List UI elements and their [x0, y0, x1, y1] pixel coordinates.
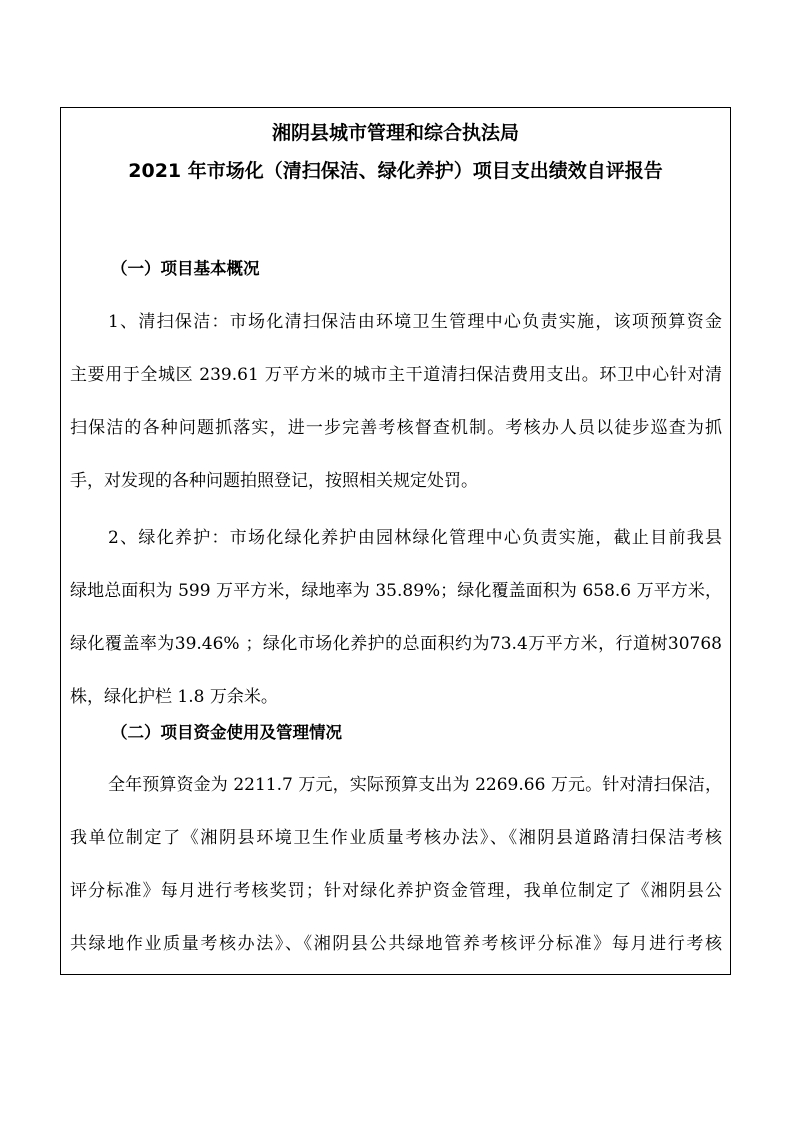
text-line: 绿化覆盖率为39.46% ；绿化市场化养护的总面积约为73.4万平方米，行道树30768: [70, 634, 722, 654]
paragraph-cleaning: [70, 310, 722, 522]
section-heading-overview: （一）项目基本概况: [111, 259, 260, 278]
text-line: 扫保洁的各种问题抓落实，进一步完善考核督查机制。考核办人员以徒步巡查为抓: [70, 418, 722, 438]
paragraph-greening: [70, 526, 722, 738]
text-line: 手，对发现的各种问题拍照登记，按照相关规定处罚。: [70, 471, 478, 491]
report-title-line-1: 湘阴县城市管理和综合执法局: [271, 122, 519, 144]
paragraph-funds: [70, 773, 722, 985]
text-line: 共绿地作业质量考核办法》、《湘阴县公共绿地管养考核评分标准》每月进行考核: [70, 934, 722, 954]
section-heading-funds: （二）项目资金使用及管理情况: [111, 723, 342, 742]
report-title-line-2: 2021 年市场化（清扫保洁、绿化养护）项目支出绩效自评报告: [128, 160, 663, 182]
text-line: 主要用于全城区 239.61 万平方米的城市主干道清扫保洁费用支出。环卫中心针对清: [70, 365, 722, 385]
text-line: 评分标准》每月进行考核奖罚；针对绿化养护资金管理，我单位制定了《湘阴县公: [70, 881, 722, 901]
text-line: 全年预算资金为 2211.7 万元，实际预算支出为 2269.66 万元。针对清扫保洁，: [108, 775, 722, 795]
report-frame: [60, 107, 731, 975]
text-line: 1、清扫保洁：市场化清扫保洁由环境卫生管理中心负责实施，该项预算资金: [108, 312, 722, 332]
text-line: 绿地总面积为 599 万平方米，绿地率为 35.89%；绿化覆盖面积为 658.6 万平方米，: [70, 581, 722, 601]
text-line: 2、绿化养护：市场化绿化养护由园林绿化管理中心负责实施，截止目前我县: [108, 528, 722, 548]
text-line: 我单位制定了《湘阴县环境卫生作业质量考核办法》、《湘阴县道路清扫保洁考核: [70, 828, 722, 848]
text-line: 株，绿化护栏 1.8 万余米。: [70, 687, 278, 707]
